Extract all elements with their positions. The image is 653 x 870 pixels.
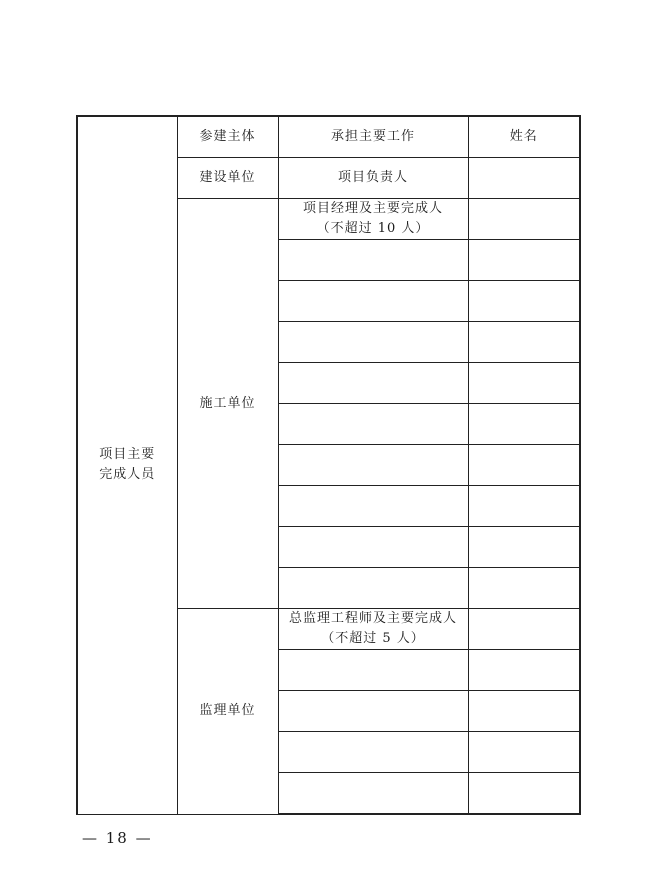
role-input-cell[interactable] xyxy=(278,322,468,363)
unit-construction-owner: 建设单位 xyxy=(177,158,278,199)
role-input-cell[interactable] xyxy=(278,650,468,691)
name-input-cell[interactable] xyxy=(468,363,580,404)
name-input-cell[interactable] xyxy=(468,445,580,486)
page-number: — 18 — xyxy=(82,829,153,847)
name-input-cell[interactable] xyxy=(468,568,580,609)
name-input-cell[interactable] xyxy=(468,158,580,199)
role-input-cell[interactable] xyxy=(278,773,468,815)
header-main-work: 承担主要工作 xyxy=(278,116,468,158)
header-name: 姓名 xyxy=(468,116,580,158)
name-input-cell[interactable] xyxy=(468,404,580,445)
role-input-cell[interactable] xyxy=(278,691,468,732)
name-input-cell[interactable] xyxy=(468,486,580,527)
section-label-line1: 项目主要 xyxy=(99,447,156,463)
role-input-cell[interactable] xyxy=(278,568,468,609)
role-input-cell[interactable] xyxy=(278,527,468,568)
name-input-cell[interactable] xyxy=(468,322,580,363)
role-input-cell[interactable] xyxy=(278,281,468,322)
name-input-cell[interactable] xyxy=(468,732,580,773)
role-project-manager: 项目经理及主要完成人 （不超过 10 人） xyxy=(278,199,468,240)
section-label-cell xyxy=(77,116,177,814)
name-input-cell[interactable] xyxy=(468,527,580,568)
role-input-cell[interactable] xyxy=(278,363,468,404)
name-input-cell[interactable] xyxy=(468,773,580,815)
name-input-cell[interactable] xyxy=(468,240,580,281)
role-input-cell[interactable] xyxy=(278,486,468,527)
name-input-cell[interactable] xyxy=(468,650,580,691)
unit-supervisor: 监理单位 xyxy=(177,609,278,815)
unit-contractor: 施工单位 xyxy=(177,199,278,609)
role-input-cell[interactable] xyxy=(278,404,468,445)
role-chief-supervisor: 总监理工程师及主要完成人 （不超过 5 人） xyxy=(278,609,468,650)
personnel-form-table xyxy=(76,115,581,815)
section-label-line2: 完成人员 xyxy=(99,467,156,483)
header-participant: 参建主体 xyxy=(177,116,278,158)
role-input-cell[interactable] xyxy=(278,240,468,281)
name-input-cell[interactable] xyxy=(468,609,580,650)
role-input-cell[interactable] xyxy=(278,445,468,486)
role-project-leader: 项目负责人 xyxy=(278,158,468,199)
name-input-cell[interactable] xyxy=(468,199,580,240)
name-input-cell[interactable] xyxy=(468,281,580,322)
role-input-cell[interactable] xyxy=(278,732,468,773)
name-input-cell[interactable] xyxy=(468,691,580,732)
